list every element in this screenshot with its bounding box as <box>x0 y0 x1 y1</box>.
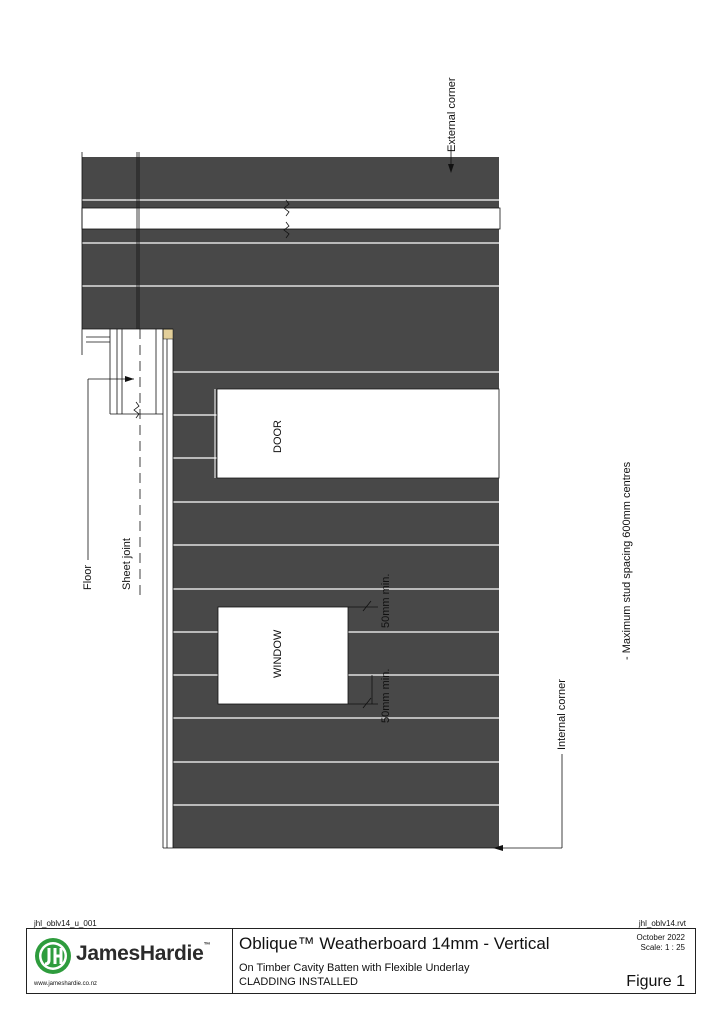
min-clearance-bottom-label: 50mm min. <box>380 668 392 723</box>
stud-spacing-note: - Maximum stud spacing 600mm centres <box>621 461 633 660</box>
internal-corner-label: Internal corner <box>556 679 568 750</box>
window-label: WINDOW <box>272 629 284 678</box>
website: www.jameshardie.co.nz <box>34 981 98 987</box>
door-label: DOOR <box>272 420 284 453</box>
lower-wall-boards <box>163 329 499 848</box>
upper-wall-boards <box>82 157 500 329</box>
issue-date: October 2022 <box>636 933 685 942</box>
floor-label: Floor <box>82 564 94 590</box>
figure-number: Figure 1 <box>626 973 685 990</box>
drawing-subtitle: On Timber Cavity Batten with Flexible Underlay <box>239 962 470 974</box>
drawing-title: Oblique™ Weatherboard 14mm - Vertical <box>239 934 550 953</box>
jameshardie-logo-icon <box>34 937 72 975</box>
file-name-left: jhl_oblv14_u_001 <box>34 919 97 928</box>
title-block <box>26 928 696 994</box>
brand-name: JamesHardie™ <box>76 942 211 965</box>
external-corner-label: External corner <box>446 77 458 152</box>
scale: Scale: 1 : 25 <box>640 943 685 952</box>
logo-cell <box>27 929 233 993</box>
drawing-status: CLADDING INSTALLED <box>239 976 358 988</box>
file-name-right: jhl_oblv14.rvt <box>638 919 686 928</box>
sheet-joint-label: Sheet joint <box>121 538 133 590</box>
min-clearance-top-label: 50mm min. <box>380 573 392 628</box>
door-opening <box>217 389 499 478</box>
